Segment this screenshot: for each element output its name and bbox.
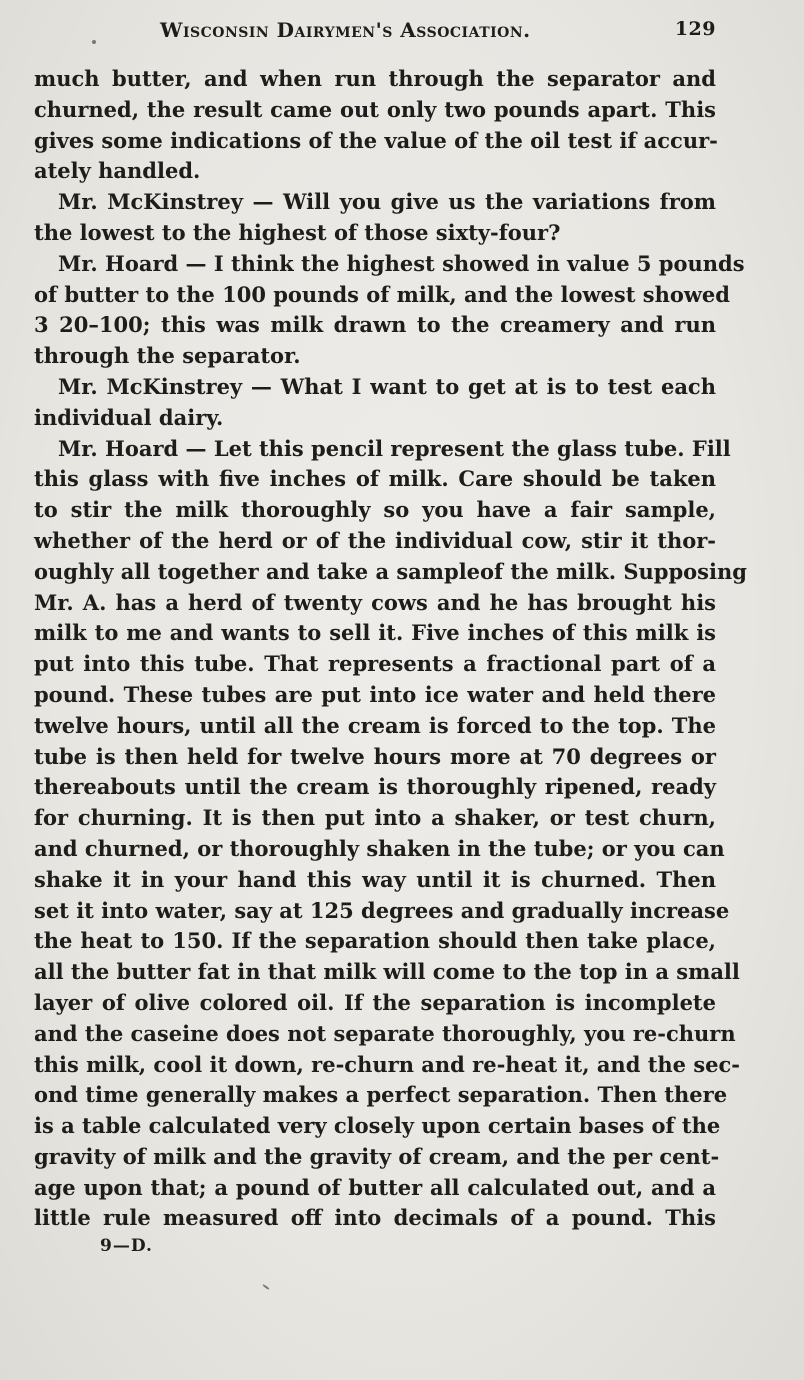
text-line: ond time generally makes a perfect separation. Then there — [34, 1082, 728, 1108]
text-line: milk to me and wants to sell it. Five inches of this milk is — [34, 620, 716, 646]
text-line: twelve hours, until all the cream is forced to the top. The — [34, 712, 716, 738]
text-line: individual dairy. — [34, 404, 224, 430]
text-line: Mr. A. has a herd of twenty cows and he has brought his — [34, 589, 716, 615]
text-line: layer of olive colored oil. If the separation is incomplete — [34, 989, 716, 1015]
running-head — [34, 18, 716, 48]
text-line: churned, the result came out only two pounds apart. This — [34, 96, 716, 122]
text-line: gravity of milk and the gravity of cream, and the per cent- — [34, 1143, 720, 1169]
text-line: set it into water, say at 125 degrees and gradually increase — [34, 897, 730, 923]
text-line: this milk, cool it down, re-churn and re-heat it, and the sec- — [34, 1051, 741, 1077]
text-line: and the caseine does not separate thoroughly, you re-churn — [34, 1020, 736, 1046]
text-line: tube is then held for twelve hours more at 70 degrees or — [34, 743, 716, 769]
text-line: shake it in your hand this way until it is churned. Then — [34, 866, 716, 892]
text-line: through the separator. — [34, 343, 301, 369]
paper-speck — [92, 40, 96, 44]
text-line: to stir the milk thoroughly so you have a fair sample, — [34, 497, 716, 523]
running-title: Wisconsin Dairymen's Association. — [160, 18, 531, 42]
text-line: whether of the herd or of the individual cow, stir it thor- — [34, 527, 716, 553]
text-line: of butter to the 100 pounds of milk, and the lowest showed — [34, 281, 730, 307]
text-line: ately handled. — [34, 158, 201, 184]
body-text — [34, 64, 747, 1234]
text-line: much butter, and when run through the separator and — [34, 66, 716, 91]
text-line: oughly all together and take a sampleof the milk. Supposing — [34, 558, 747, 584]
signature-mark: 9—D. — [100, 1236, 153, 1256]
text-line: pound. These tubes are put into ice water and held there — [34, 681, 716, 707]
text-line: gives some indications of the value of the oil test if accur- — [34, 127, 718, 153]
text-line: the lowest to the highest of those sixty-four? — [34, 219, 561, 245]
text-line: this glass with five inches of milk. Care should be taken — [34, 466, 716, 492]
text-line: Mr. McKinstrey — What I want to get at is to test each — [58, 373, 716, 399]
text-line: little rule measured off into decimals of a pound. This — [34, 1205, 716, 1231]
text-line: Mr. Hoard — Let this pencil represent the glass tube. Fill — [58, 435, 731, 461]
text-line: 3 20–100; this was milk drawn to the creamery and run — [34, 312, 716, 338]
text-line: put into this tube. That represents a fractional part of a — [34, 651, 716, 677]
text-line: and churned, or thoroughly shaken in the tube; or you can — [34, 835, 725, 861]
text-line: is a table calculated very closely upon certain bases of the — [34, 1113, 721, 1139]
text-line: all the butter fat in that milk will come to the top in a small — [34, 959, 740, 985]
text-line: thereabouts until the cream is thoroughly ripened, ready — [34, 774, 716, 800]
text-line: Mr. Hoard — I think the highest showed in value 5 pounds — [58, 250, 745, 276]
text-line: for churning. It is then put into a shaker, or test churn, — [34, 805, 716, 831]
text-line: Mr. McKinstrey — Will you give us the variations from — [58, 189, 716, 215]
paper-speck — [262, 1284, 270, 1290]
text-line: age upon that; a pound of butter all calculated out, and a — [34, 1174, 716, 1200]
page-number: 129 — [674, 18, 716, 40]
text-line: the heat to 150. If the separation should then take place, — [34, 928, 716, 954]
